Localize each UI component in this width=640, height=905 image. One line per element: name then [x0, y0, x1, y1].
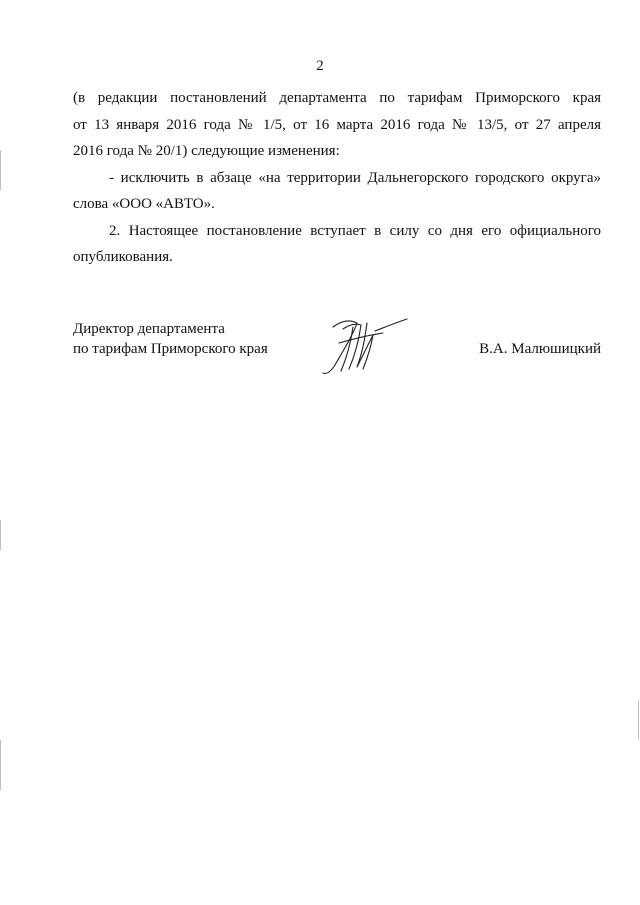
page-number: 2 [316, 58, 324, 74]
paragraph-effective-date [73, 218, 601, 271]
scan-edge-mark [0, 740, 1, 790]
scan-edge-mark [0, 150, 1, 190]
text-line: от 13 января 2016 года № 1/5, от 16 марта 2016 года № 13/5, от 27 апреля [73, 116, 601, 133]
signatory-title-line-1: Директор департамента [73, 321, 225, 337]
text-line: опубликования. [73, 249, 173, 265]
text-line: 2. Настоящее постановление вступает в силу со дня его официального [109, 222, 601, 239]
text-line: - исключить в абзаце «на территории Дальнегорского городского округа» [109, 169, 601, 186]
paragraph-amendment-reference [73, 85, 601, 165]
document-body [73, 85, 601, 271]
signatory-name: В.А. Малюшицкий [479, 341, 601, 357]
scan-edge-mark [0, 520, 1, 550]
signatory-title-line-2: по тарифам Приморского края [73, 341, 268, 357]
text-line: (в редакции постановлений департамента по тарифам Приморского края [73, 90, 601, 106]
text-line: 2016 года № 20/1) следующие изменения: [73, 143, 340, 159]
text-line: слова «ООО «АВТО». [73, 196, 215, 212]
paragraph-exclusion [73, 165, 601, 218]
scan-edge-mark [638, 700, 639, 740]
signature-block [73, 319, 601, 389]
handwritten-signature [313, 313, 413, 379]
signatory-title [73, 319, 268, 359]
